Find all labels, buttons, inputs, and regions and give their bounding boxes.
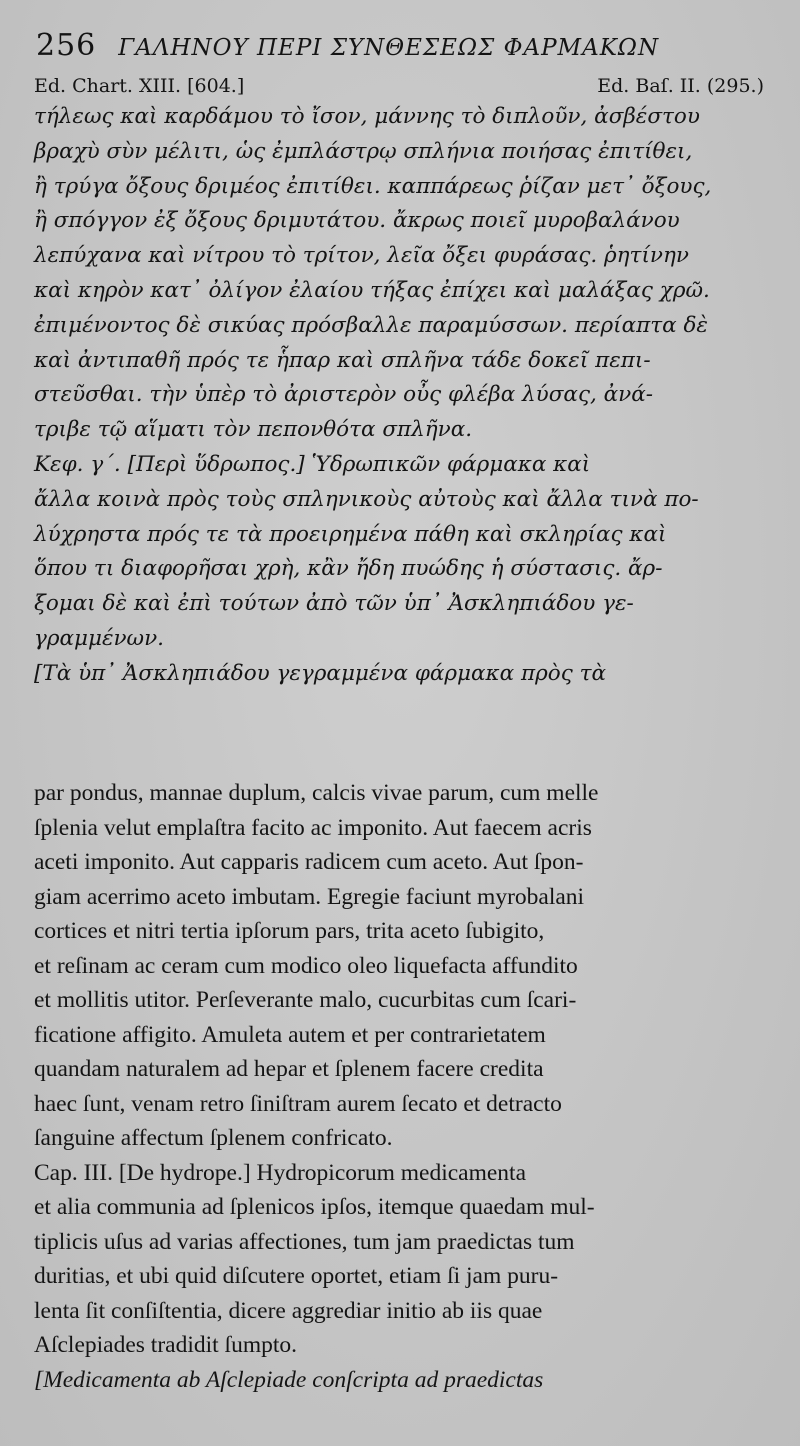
greek-line: γραμμένων. bbox=[34, 625, 164, 651]
latin-line: et mollitis utitor. Perſeverante malo, cucurbitas cum ſcari- bbox=[34, 987, 577, 1013]
greek-line: βραχὺ σὺν μέλιτι, ὡς ἐμπλάστρῳ σπλήνια ποιήσας ἐπιτίθει, bbox=[34, 138, 693, 164]
latin-line: lenta ſit conſiſtentia, dicere aggrediar initio ab iis quae bbox=[34, 1297, 543, 1324]
greek-line: καὶ κηρὸν κατ᾽ ὀλίγον ἐλαίου τήξας ἐπίχει καὶ μαλάξας χρῶ. bbox=[34, 277, 710, 303]
latin-line: [Medicamenta ab Aſclepiade conſcripta ad praedictas bbox=[34, 1366, 544, 1393]
greek-line: ἢ τρύγα ὄξους δριμέος ἐπιτίθει. καππάρεως ῥίζαν μετ᾽ ὄξους, bbox=[34, 173, 712, 199]
greek-chapter-heading-line: Κεφ. γ΄. [Περὶ ὕδρωπος.] Ὑδρωπικῶν φάρμακα καὶ bbox=[34, 451, 591, 477]
edition-chartier-reference: Ed. Chart. XIII. [604.] bbox=[34, 75, 245, 97]
latin-line: ficatione affigito. Amuleta autem et per contrarietatem bbox=[34, 1021, 546, 1048]
latin-line: Aſclepiades tradidit ſumpto. bbox=[34, 1332, 298, 1358]
latin-line: ſplenia velut emplaſtra facito ac imponito. Aut faecem acris bbox=[34, 814, 592, 841]
greek-line: λεπύχανα καὶ νίτρου τὸ τρίτον, λεῖα ὄξει φυράσας. ῥητίνην bbox=[34, 243, 689, 269]
greek-line: στεῦσθαι. τὴν ὑπὲρ τὸ ἀριστερὸν οὖς φλέβα λύσας, ἀνά- bbox=[34, 382, 654, 408]
latin-line: giam acerrimo aceto imbutam. Egregie faciunt myrobalani bbox=[34, 883, 585, 910]
running-title: ΓΑΛΗΝΟΥ ΠΕΡΙ ΣΥΝΘΕΣΕΩΣ ΦΑΡΜΑΚΩΝ bbox=[118, 35, 660, 61]
greek-line: καὶ ἀντιπαθῆ πρός τε ἧπαρ καὶ σπλῆνα τάδε δοκεῖ πεπι- bbox=[34, 347, 651, 373]
greek-line: τριβε τῷ αἵματι τὸν πεπονθότα σπλῆνα. bbox=[34, 417, 473, 443]
latin-line: tiplicis uſus ad varias affectiones, tum jam praedictas tum bbox=[34, 1228, 575, 1255]
latin-line: duritias, et ubi quid diſcutere oportet, etiam ſi jam puru- bbox=[34, 1263, 559, 1289]
latin-line: quandam naturalem ad hepar et ſplenem facere credita bbox=[34, 1056, 544, 1082]
greek-line: ἢ σπόγγον ἐξ ὄξους δριμυτάτου. ἄκρως ποιεῖ μυροβαλάνου bbox=[34, 208, 680, 234]
latin-text-block bbox=[34, 776, 598, 1397]
latin-line: aceti imponito. Aut capparis radicem cum aceto. Aut ſpon- bbox=[34, 849, 584, 875]
latin-line: par pondus, mannae duplum, calcis vivae parum, cum melle bbox=[34, 780, 599, 806]
page-header bbox=[36, 28, 766, 63]
latin-line: ſanguine affectum ſplenem confricato. bbox=[34, 1125, 393, 1151]
greek-line: ξομαι δὲ καὶ ἐπὶ τούτων ἀπὸ τῶν ὑπ᾽ Ἀσκληπιάδου γε- bbox=[34, 591, 634, 617]
latin-line: et reſinam ac ceram cum modico oleo liquefacta affundito bbox=[34, 952, 578, 979]
greek-line: ὅπου τι διαφορῆσαι χρὴ, κἂν ἤδη πυώδης ἡ σύστασις. ἄρ- bbox=[34, 556, 663, 582]
greek-line: ἄλλα κοινὰ πρὸς τοὺς σπληνικοὺς αὐτοὺς καὶ ἄλλα τινὰ πο- bbox=[34, 486, 699, 512]
latin-chapter-heading-line: Cap. III. [De hydrope.] Hydropicorum medicamenta bbox=[34, 1159, 527, 1186]
greek-line: λύχρηστα πρός τε τὰ προειρημένα πάθη καὶ σκληρίας καὶ bbox=[34, 521, 667, 547]
greek-line: τήλεως καὶ καρδάμου τὸ ἴσον, μάννης τὸ διπλοῦν, ἀσβέστου bbox=[34, 104, 700, 129]
greek-text-block bbox=[34, 100, 766, 692]
page-number: 256 bbox=[36, 28, 97, 63]
edition-references bbox=[34, 75, 766, 97]
greek-line: ἐπιμένοντος δὲ σικύας πρόσβαλλε παραμύσσων. περίαπτα δὲ bbox=[34, 312, 708, 338]
greek-line: [Τὰ ὑπ᾽ Ἀσκληπιάδου γεγραμμένα φάρμακα πρὸς τὰ bbox=[34, 660, 607, 686]
latin-line: cortices et nitri tertia ipſorum pars, trita aceto ſubigito, bbox=[34, 918, 545, 944]
latin-line: haec ſunt, venam retro ſiniſtram aurem ſecato et detracto bbox=[34, 1090, 562, 1117]
latin-line: et alia communia ad ſplenicos ipſos, itemque quaedam mul- bbox=[34, 1194, 595, 1220]
edition-basel-reference: Ed. Baſ. II. (295.) bbox=[597, 75, 764, 97]
